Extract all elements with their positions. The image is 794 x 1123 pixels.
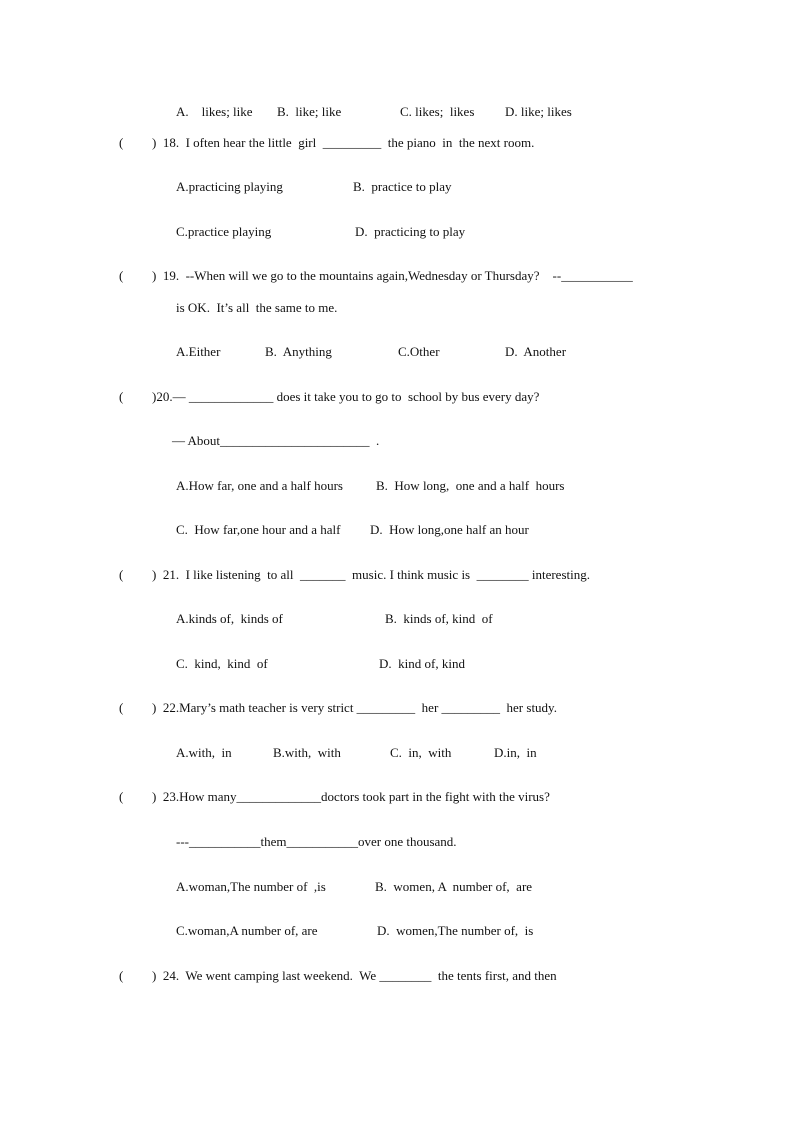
q19-stem: ) 19. --When will we go to the mountains again,Wednesday or Thursday? --___________ [152,268,633,283]
q22-option-d: D.in, in [494,745,537,760]
q19-option-a: A.Either [176,344,221,359]
q23-stem: ) 23.How many_____________doctors took part in the fight with the virus? [152,789,550,804]
q21-option-b: B. kinds of, kind of [385,611,493,626]
q22-answer-paren: ( [119,700,124,715]
q21-answer-paren: ( [119,567,124,582]
q18-answer-paren: ( [119,135,124,150]
q23-option-a: A.woman,The number of ,is [176,879,326,894]
q20-answer-line: — About_______________________ . [172,433,380,448]
q19-option-c: C.Other [398,344,440,359]
q23-option-b: B. women, A number of, are [375,879,533,894]
q22-option-c: C. in, with [390,745,452,760]
q18-option-c: C.practice playing [176,224,272,239]
q18-option-b: B. practice to play [353,179,452,194]
q20-answer-paren: ( [119,389,124,404]
q18-stem: ) 18. I often hear the little girl _________ the piano in the next room. [152,135,535,150]
q20-option-a: A.How far, one and a half hours [176,478,343,493]
q20-stem: )20.— _____________ does it take you to go to school by bus every day? [152,389,540,404]
q22-stem: ) 22.Mary’s math teacher is very strict _________ her _________ her study. [152,700,557,715]
q24-stem: ) 24. We went camping last weekend. We ________ the tents first, and then [152,968,557,983]
q23-option-d: D. women,The number of, is [377,923,534,938]
q22-option-b: B.with, with [273,745,341,760]
q22-option-a: A.with, in [176,745,232,760]
q23-answer-line: ---___________them___________over one thousand. [176,834,457,849]
q20-option-c: C. How far,one hour and a half [176,522,341,537]
q20-option-b: B. How long, one and a half hours [376,478,565,493]
q17-option-c: C. likes; likes [400,104,475,119]
q21-option-a: A.kinds of, kinds of [176,611,283,626]
q19-answer-paren: ( [119,268,124,283]
q24-answer-paren: ( [119,968,124,983]
q18-option-a: A.practicing playing [176,179,283,194]
q21-option-d: D. kind of, kind [379,656,465,671]
q17-option-d: D. like; likes [505,104,572,119]
q19-option-d: D. Another [505,344,567,359]
q19-stem-continued: is OK. It’s all the same to me. [176,300,338,315]
q18-option-d: D. practicing to play [355,224,466,239]
q23-option-c: C.woman,A number of, are [176,923,318,938]
q21-option-c: C. kind, kind of [176,656,268,671]
q19-option-b: B. Anything [265,344,332,359]
q23-answer-paren: ( [119,789,124,804]
q20-option-d: D. How long,one half an hour [370,522,529,537]
q17-option-a: A. likes; like [176,104,253,119]
q21-stem: ) 21. I like listening to all _______ music. I think music is ________ interesting. [152,567,590,582]
q17-option-b: B. like; like [277,104,342,119]
